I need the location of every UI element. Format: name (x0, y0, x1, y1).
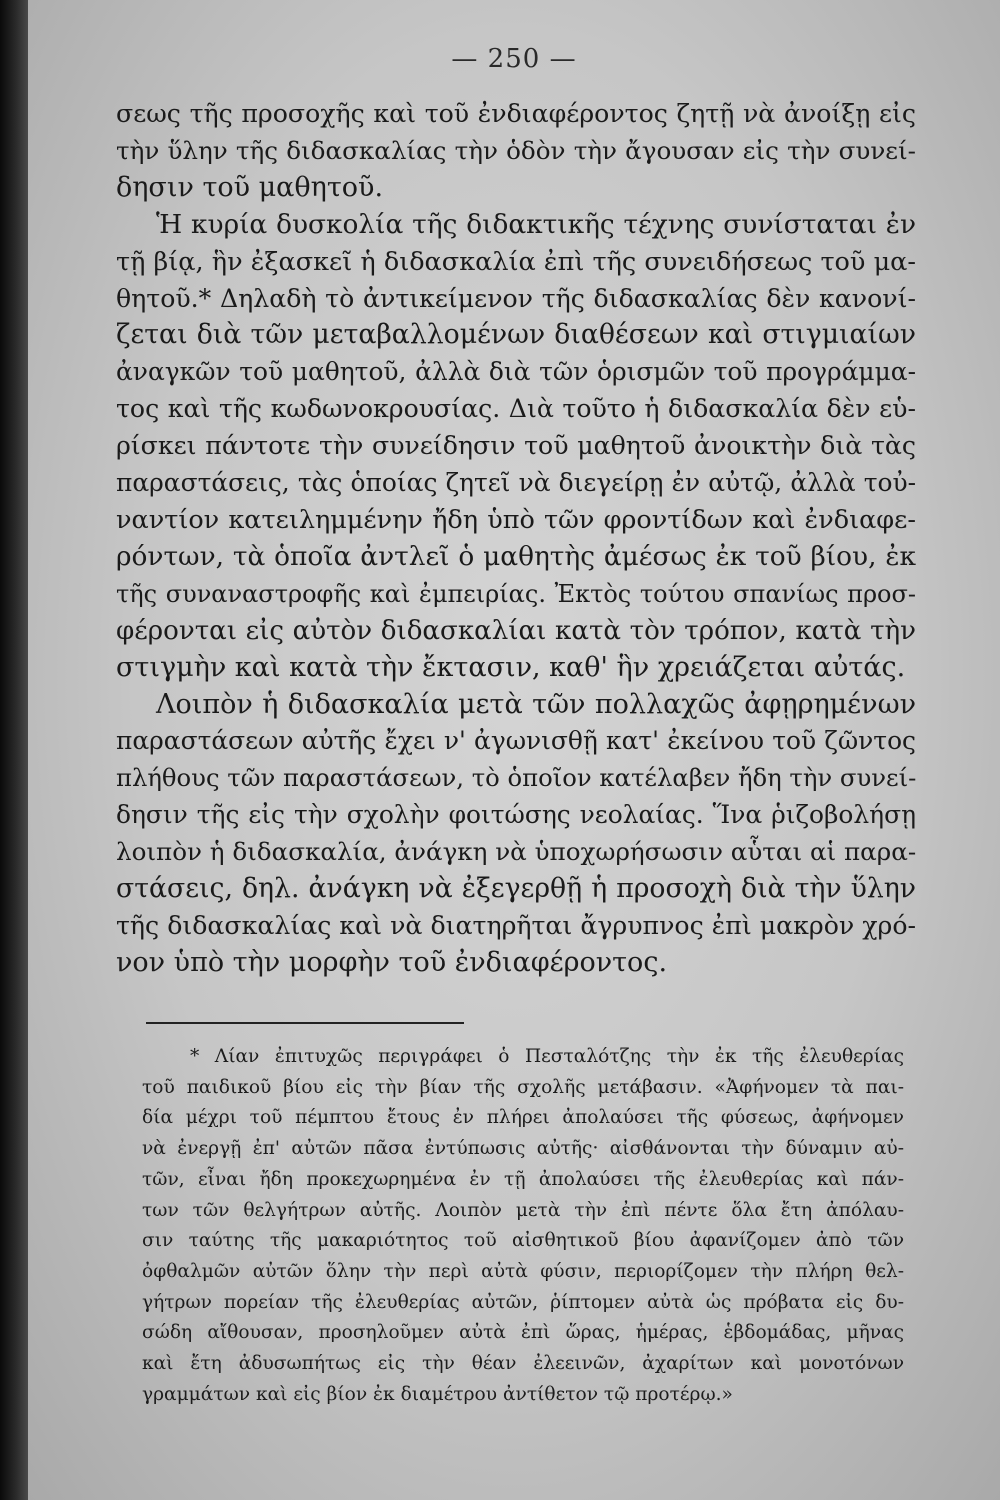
text-line: ναντίον κατειλημμένην ἤδη ὑπὸ τῶν φροντίδων καὶ ἐνδιαφε- (116, 504, 916, 535)
footnote-line: τοῦ παιδικοῦ βίου εἰς τὴν βίαν τῆς σχολῆς μετάβασιν. «Ἀφήνομεν τὰ παι- (142, 1076, 904, 1098)
text-line: τὴν ὕλην τῆς διδασκαλίας τὴν ὁδὸν τὴν ἄγουσαν εἰς τὴν συνεί- (116, 135, 916, 165)
footnote-line: καὶ ἔτη ἀδυσωπήτως εἰς τὴν θέαν ἐλεεινῶν, ἀχαρίτων καὶ μονοτόνων (142, 1353, 904, 1375)
text-line: λοιπὸν ἡ διδασκαλία, ἀνάγκη νὰ ὑποχωρήσωσιν αὗται αἱ παρα- (116, 837, 917, 867)
book-page (28, 0, 1000, 1500)
page-number: — 250 — (451, 44, 577, 74)
text-line: φέρονται εἰς αὐτὸν διδασκαλίαι κατὰ τὸν τρόπον, κατὰ τὴν (116, 615, 916, 646)
text-line: τῆς διδασκαλίας καὶ νὰ διατηρῆται ἄγρυπνος ἐπὶ μακρὸν χρό- (116, 910, 916, 940)
text-line: ρίσκει πάντοτε τὴν συνείδησιν τοῦ μαθητοῦ ἀνοικτὴν διὰ τὰς (116, 431, 916, 461)
footnote (142, 1042, 904, 1410)
footnote-separator (146, 1022, 464, 1024)
text-line: Λοιπὸν ἡ διδασκαλία μετὰ τῶν πολλαχῶς ἀφῃρημένων (156, 688, 916, 720)
text-line: πλήθους τῶν παραστάσεων, τὸ ὁποῖον κατέλαβεν ἤδη τὴν συνεί- (116, 763, 917, 793)
text-line: παραστάσεις, τὰς ὁποίας ζητεῖ νὰ διεγείρῃ ἐν αὐτῷ, ἀλλὰ τοὐ- (116, 468, 916, 498)
footnote-line: των τῶν θελγήτρων αὐτῆς. Λοιπὸν μετὰ τὴν ἐπὶ πέντε ὅλα ἔτη ἀπόλαυ- (142, 1199, 904, 1221)
footnote-line: τῶν, εἶναι ἤδη προκεχωρημένα ἐν τῇ ἀπολαύσει τῆς ἐλευθερίας καὶ πάν- (142, 1168, 904, 1190)
footnote-line: σιν ταύτης τῆς μακαριότητος τοῦ αἰσθητικοῦ βίου ἀφανίζομεν ἀπὸ τῶν (142, 1230, 904, 1252)
footnote-line: νὰ ἐνεργῇ ἐπ' αὐτῶν πᾶσα ἐντύπωσις αὐτῆς· αἰσθάνονται τὴν δύναμιν αὐ- (142, 1138, 904, 1160)
footnote-line: σώδη αἴθουσαν, προσηλοῦμεν αὐτὰ ἐπὶ ὥρας, ἡμέρας, ἑβδομάδας, μῆνας (142, 1322, 904, 1344)
main-text (116, 96, 916, 982)
text-line: σεως τῆς προσοχῆς καὶ τοῦ ἐνδιαφέροντος ζητῇ νὰ ἀνοίξῃ εἰς (116, 99, 916, 128)
footnote-line: γραμμάτων καὶ εἰς βίον ἐκ διαμέτρου ἀντίθετον τῷ προτέρῳ.» (142, 1383, 733, 1405)
text-line: Ἡ κυρία δυσκολία τῆς διδακτικῆς τέχνης συνίσταται ἐν (156, 208, 916, 240)
text-line: στιγμὴν καὶ κατὰ τὴν ἔκτασιν, καθ' ἣν χρειάζεται αὐτάς. (116, 651, 906, 683)
text-line: ρόντων, τὰ ὁποῖα ἀντλεῖ ὁ μαθητὴς ἀμέσως ἐκ τοῦ βίου, ἐκ (116, 540, 916, 572)
text-line: δησιν τῆς εἰς τὴν σχολὴν φοιτώσης νεολαίας. Ἵνα ῥιζοβολήσῃ (116, 800, 916, 830)
text-line: ἀναγκῶν τοῦ μαθητοῦ, ἀλλὰ διὰ τῶν ὁρισμῶν τοῦ προγράμμα- (116, 357, 916, 387)
text-line: θητοῦ.* Δηλαδὴ τὸ ἀντικείμενον τῆς διδασκαλίας δὲν κανονί- (116, 283, 916, 313)
text-line: παραστάσεων αὐτῆς ἔχει ν' ἀγωνισθῇ κατ' ἐκείνου τοῦ ζῶντος (116, 726, 916, 756)
footnote-line: ὀφθαλμῶν αὐτῶν ὅλην τὴν περὶ αὐτὰ φύσιν, περιορίζομεν τὴν πλήρη θελ- (142, 1260, 904, 1282)
text-line: ζεται διὰ τῶν μεταβαλλομένων διαθέσεων καὶ στιγμιαίων (116, 319, 916, 351)
text-line: τῆς συναναστροφῆς καὶ ἐμπειρίας. Ἐκτὸς τούτου σπανίως προσ- (116, 579, 916, 608)
text-line: νον ὑπὸ τὴν μορφὴν τοῦ ἐνδιαφέροντος. (116, 946, 668, 978)
text-line: τος καὶ τῆς κωδωνοκρουσίας. Διὰ τοῦτο ἡ διδασκαλία δὲν εὑ- (116, 394, 916, 424)
text-line: στάσεις, δηλ. ἀνάγκη νὰ ἐξεγερθῇ ἡ προσοχὴ διὰ τὴν ὕλην (116, 873, 916, 905)
footnote-line: δία μέχρι τοῦ πέμπτου ἔτους ἐν πλήρει ἀπολαύσει τῆς φύσεως, ἀφήνομεν (142, 1107, 904, 1129)
book-spine-shadow (0, 0, 28, 1500)
footnote-line: * Λίαν ἐπιτυχῶς περιγράφει ὁ Πεσταλότζης τὴν ἐκ τῆς ἐλευθερίας (190, 1046, 904, 1067)
text-line: τῇ βίᾳ, ἣν ἐξασκεῖ ἡ διδασκαλία ἐπὶ τῆς συνειδήσεως τοῦ μα- (116, 246, 916, 277)
footnote-line: γήτρων πορείαν τῆς ἐλευθερίας αὐτῶν, ῥίπτομεν αὐτὰ ὡς πρόβατα εἰς δυ- (142, 1291, 904, 1313)
text-line: δησιν τοῦ μαθητοῦ. (116, 171, 384, 203)
